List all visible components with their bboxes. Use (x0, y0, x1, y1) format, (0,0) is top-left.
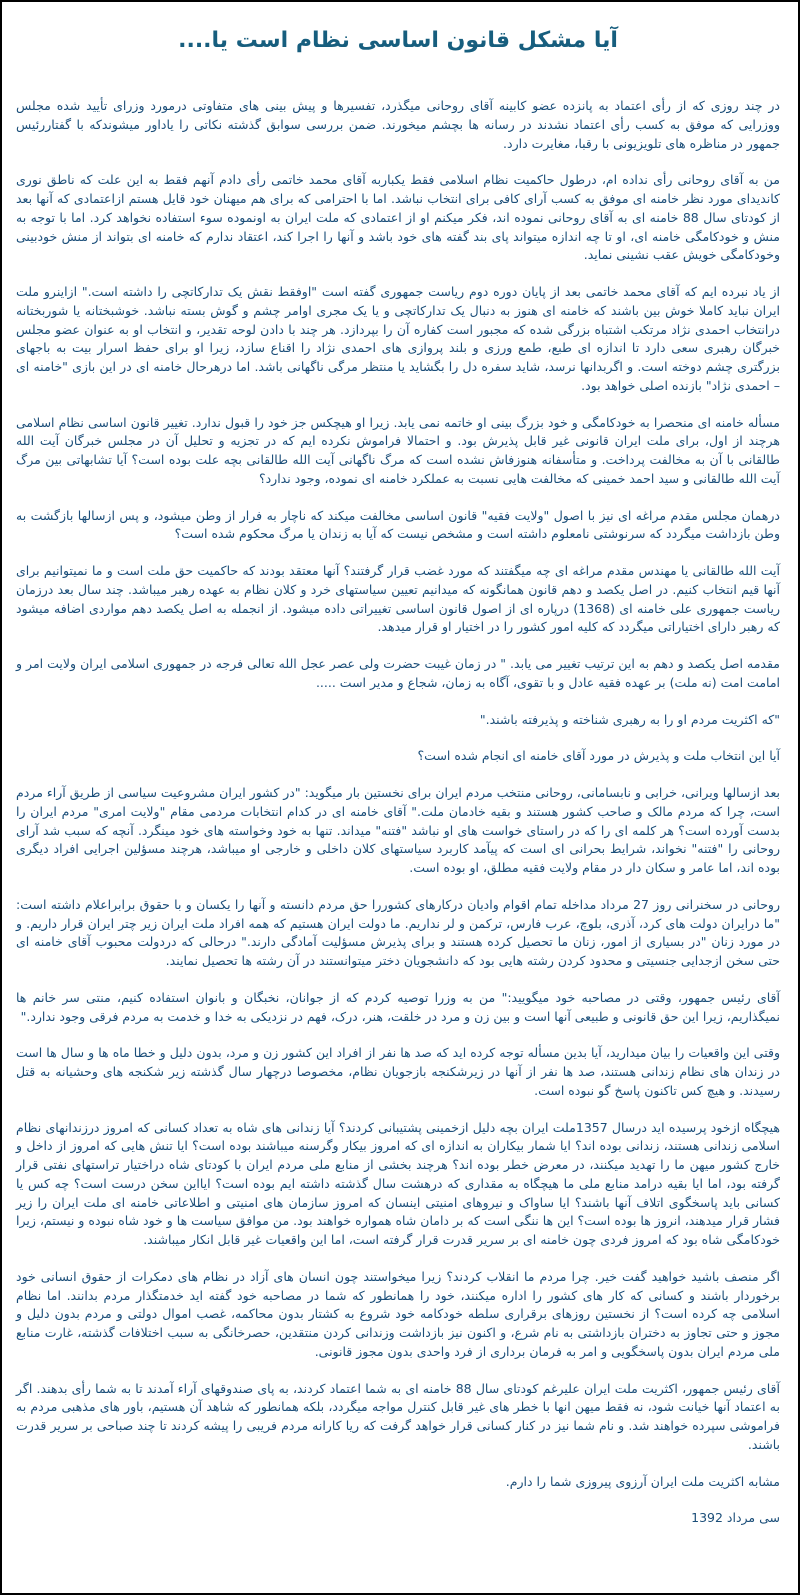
date-line: سی مرداد 1392 (691, 1510, 780, 1526)
paragraph: آقای رئیس جمهور، اکثریت ملت ایران علیرغم کودتای سال 88 خامنه ای به شما اعتماد کردند، به پای صندوقهای آراء آمدند تا به شما رأی بدهند. اگر به اعتماد آنها خیانت شود، نه فقط میهن انها با خطر های غیر قابل کنترل مواجه میگردد، بلکه همانطور که شاهد آن هستیم، باور های مذهبی مردم به فراموشی سپرده خواهند شد. و نام شما نیز در کنار کسانی قرار خواهد گرفت که ریا کارانه مردم فریبی را پیشه کردند تا چند صباحی بر سریر قدرت باشند. (16, 1380, 780, 1452)
paragraph: در چند روزی که از رأی اعتماد به پانزده عضو کابینه آقای روحانی میگذرد، تفسیرها و پیش بینی های متفاوتی درمورد وزرای تأیید شده مجلس ووزرایی که موفق به کسب رأی اعتماد نشدند در رسانه ها بچشم میخورند. ضمن بررسی سوابق گذشته نکاتی را یاداور میشوندکه با گفتاررئیس جمهور در مناظره های تلویزیونی با رقبا، مغایرت دارد. (16, 98, 780, 151)
closing-line: مشابه اکثریت ملت ایران آرزوی پیروزی شما را دارم. (505, 1473, 780, 1489)
paragraph: آیت الله طالقانی یا مهندس مقدم مراغه ای چه میگفتند که مورد غضب قرار گرفتند؟ آنها معتقد بودند که حاکمیت حق ملت است و ما نمیتوانیم برای آنها قیم انتخاب کنیم. در اصل یکصد و دهم قانون همانگونه که میدانیم تعیین سیاستهای خرد و کلان نظام به عهده رهبر میباشد. چند سال بعد درزمان ریاست جمهوری علی خامنه ای (1368) درپاره ای از اصول قانون اساسی تغییراتی داده میشود. از انجمله به اصل یکصد دهم مواردی اضافه میشود که رهبر دارای اختیاراتی میگردد که کلیه امور کشور را در اختیار او قرار میدهد. (16, 563, 780, 635)
paragraph: درهمان مجلس مقدم مراغه ای نیز با اصول "ولایت فقیه" قانون اساسی مخالفت میکند که ناچار به فرار از وطن میشود، و پس ازسالها بازگشت به وطن بازداشت میگردد که سرنوشتی نامعلوم داشته است و مشخص نیست که آیا به زندان یا مرگ محکوم شده است؟ (16, 507, 780, 542)
paragraph: بعد ازسالها ویرانی، خرابی و نابسامانی، روحانی منتخب مردم ایران برای نخستین بار میگوید: "در کشور ایران مشروعیت سیاسی از طریق آراء مردم است، چرا که مردم مالک و صاحب کشور هستند و بقیه خادمان ملت." آقای خامنه ای در کدام انتخابات مردمی مقام "ولایت امری" مردم ایران را بدست آورده است؟ هر کلمه ای را که در راستای خواست های او نباشد "فتنه" میداند. تنها به خود وخواسته های خود مینگرد. آنچه که سبب شد آرای روحانی را "فتنه" نخواند، شرایط بحرانی ای است که پیآمد کاربرد سیاستهای کلان داخلی و خارجی او میباشد، هرچند مسؤلین اجرایی افراد دیگری بوده اند، اما عامر و سکان دار در مقام ولایت فقیه مطلق، او بوده است. (16, 785, 780, 875)
paragraph: از یاد نبرده ایم که آقای محمد خاتمی بعد از پایان دوره دوم ریاست جمهوری گفته است "اوفقط نقش یک تدارکاتچی را داشته است." ازاینرو ملت ایران نباید کاملا خوش بین باشند که خامنه ای هنوز به دنبال یک تدارکاتچی و یا یک مجری اوامر چشم و گوش بسته نباشد. خوشبختانه یا شوربختانه درانتخاب احمدی نژاد مرتکب اشتباه بزرگی شده که مجبور است کفاره آن را بپردازد. هر چند با دادن لوحه تقدیر، و انتخاب او به عنوان عضو مجلس خبرگان رهبری سعی دارد تا اندازه ای طبع، طمع ورزی و بلند پروازی های احمدی نژاد را اقناع سازد، زیرا او برای حفظ اسرار بیت به باجهای بزرگتری چشم دوخته است. و اگربدانها نرسد، شاید سفره دل را بگشاید یا منتظر مرگی ناگهانی باشد. اما درهرحال خامنه ای در این بازی "خامنه ای – احمدی نژاد" بازنده اصلی خواهد بود. (16, 284, 780, 393)
article (2, 2, 798, 1528)
paragraph: مقدمه اصل یکصد و دهم به این ترتیب تغییر می یابد. " در زمان غیبت حضرت ولی عصر عجل الله تعالی فرجه در جمهوری اسلامی ایران ولایت امر و امامت امت (نه ملت) بر عهده فقیه عادل و با تقوی، آگاه به زمان، شجاع و مدیر است ..... (16, 656, 780, 690)
article-title: آیا مشکل قانون اساسی نظام است یا.... (178, 28, 618, 53)
paragraph: مسأله خامنه ای منحصرا به خودکامگی و خود بزرگ بینی او خاتمه نمی یابد. زیرا او هیچکس جز خود را قبول ندارد. تغییر قانون اساسی نظام اسلامی هرچند از اول، برای ملت ایران قانونی غیر قابل پذیرش بود. و احتمالا فراموش نکرده ایم که در تجزیه و تحلیل آن در مجلس خبرگان آیت الله طالقانی با آن به مخالفت پرداخت. و متأسفانه هنوزفاش نشده است که مرگ ناگهانی آیت الله طالقانی بچه علت بوده است؟ آیا تشابهاتی بین مرگ آیت الله طالقانی و سید احمد خمینی که مخالفت هایی نسبت به عملکرد خامنه ای نموده، وجود ندارد؟ (16, 414, 780, 486)
paragraph-question: آیا این انتخاب ملت و پذیرش در مورد آقای خامنه ای انجام شده است؟ (417, 748, 780, 764)
paragraph: آقای رئیس جمهور، وقتی در مصاحبه خود میگویید:" من به وزرا توصیه کردم که از جوانان، نخبگان و بانوان استفاده کنیم، منتی سر خانم ها نمیگذاریم، زیرا این حق قانونی و طبیعی آنها است و بین زن و مرد در خلقت، هنر، درک، فهم در نزدیکی به خدا و خدمت به مردم فرقی وجود ندارد." (16, 989, 780, 1024)
paragraph: من به آقای روحانی رأی نداده ام، درطول حاکمیت نظام اسلامی فقط یکباربه آقای محمد خاتمی رأی دادم آنهم فقط به این علت که ناطق نوری کاندیدای مورد نظر خامنه ای موفق به کسب آرای کافی برای انتخاب نباشد. اما با احترامی که برای هم میهنان خود قایل هستم ازاعتمادی که آنها بعد از کودتای سال 88 خامنه ای به آقای روحانی نموده اند، فکر میکنم او از اعتمادی که ملت ایران به اونموده سوء استفاده نخواهد کرد. اما با توجه به منش و خودکامگی خامنه ای، او تا چه اندازه میتواند پای بند گفته های خود باشد و آنها را اجرا کند، اعتقاد ندارم که خامنه ای بتواند از منش خودبینی وخودکامگی خویش عقب نشینی نماید. (16, 172, 781, 263)
paragraph: اگر منصف باشید خواهید گفت خیر. چرا مردم ما انقلاب کردند؟ زیرا میخواستند چون انسان های آزاد در نظام های دمکرات از حقوق انسانی خود برخوردار باشند و کسانی که کار های کشور را اداره میکنند، خود را همانطور که شما در مصاحبه خود گفته اید خدمتگذار مردم بدانند. اما نظام اسلامی چه کرده است؟ از نخستین روزهای برقراری سلطه خودکامه خود شروع به کشتار بدون محاکمه، غصب اموال دولتی و مردم بدون دلیل و مجوز و حتی تجاوز به دختران بازداشتی به نام شرع، و اکنون نیز بازداشت وزندانی کردن منتقدین، حصرخانگی به سبب اختلافات گذشته، غارت منابع ملی مردم ایران بدون پاسخگویی و امر به فرمان برداری از فرد واحدی بدون مجوز قانونی. (16, 1268, 780, 1359)
paragraph-quote: "که اکثریت مردم او را به رهبری شناخته و پذیرفته باشند." (479, 711, 780, 727)
paragraph: روحانی در سخنرانی روز 27 مرداد مداخله تمام اقوام وادیان درکارهای کشوررا حق مردم دانسته و آنها را یکسان و با حقوق برابراعلام داشته است: "ما درایران دولت های کرد، آذری، بلوچ، عرب فارس، ترکمن و لر نداریم. ما دولت ایران هستیم که همه افراد ملت ایران زیر چتر ایران قرار داریم. و در مورد زنان "در بسیاری از امور، زنان ما تحصیل کرده هستند و برای پذیرش مسؤلیت آمادگی دارند." درحالی که دردولت محبوب آقای خامنه ای حتی سخن ازجدایی جنسیتی و محدود کردن رشته هایی بود که دانشجویان دختر میتوانستند در آن رشته ها تحصیل نمایند. (16, 896, 780, 968)
paragraph: هیچگاه ازخود پرسیده اید درسال 1357ملت ایران بچه دلیل ازخمینی پشتیبانی کردند؟ آیا زندانی های شاه به تعداد کسانی که امروز درزندانهای نظام اسلامی زندانی هستند، زندانی بوده اند؟ ایا شمار بیکاران به اندازه ای که امروز بیکار وگرسنه میباشند بوده است؟ ایا تنش هایی که امروز از داخل و خارج کشور میهن ما را تهدید میکنند، در معرض خطر بوده اند؟ هرچند بخشی از منابع ملی مردم ایران با کودتای شاه دراختیار تراستهای نفتی قرار گرفته بود، اما ایا بقیه درامد منابع ملی ما هیچگاه به مقداری که درهشت سال گذشته داشته ایم بوده است؟ ایااین سخن درست است؟ چه کس یا کسانی باید پاسخگوی اتلاف آنها باشند؟ ایا ساواک و نیروهای امنیتی اینسان که امروز سازمان های امنیتی و اطلاعاتی خامنه ای ملت ایران را زیر فشار قرار میدهند، انروز ها بوده است؟ این ها ننگی است که بر دامان شاه همواره خواهند بود. من موافق سیاست ها و خود شاه نبوده و نیستم، زیرا خودکامگی شاه بود که امروز فردی چون خامنه ای بر سریر قدرت قرار گرفته است، اما این واقعیات غیر قابل انکار میباشند. (16, 1119, 780, 1247)
paragraph: وقتی این واقعیات را بیان میدارید، آیا بدین مسأله توجه کرده اید که صد ها نفر از افراد این کشور زن و مرد، بدون دلیل و خطا ماه ها و سال ها است در زندان های نظام زندانی هستند، صد ها نفر از آنها در زیرشکنجه بازجویان نظام، مخصوصا درچهار سال گذشته زیر شکنجه های وحشیانه به قتل رسیدند. و هیچ کس تاکنون پاسخ گو نبوده است. (16, 1045, 780, 1098)
